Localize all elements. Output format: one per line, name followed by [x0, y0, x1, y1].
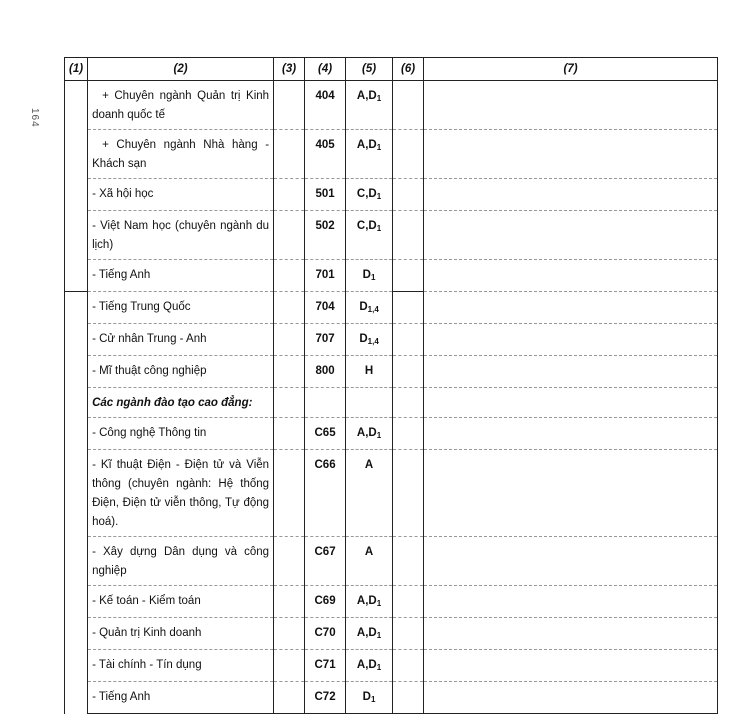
table-row — [65, 356, 718, 388]
table-row — [65, 211, 718, 260]
exam-group — [346, 179, 393, 211]
header-col-6: (6) — [393, 58, 424, 81]
program-code: C72 — [305, 682, 346, 714]
header-col-7: (7) — [424, 58, 718, 81]
exam-group-subscript: 1,4 — [367, 305, 379, 314]
order-cell — [65, 388, 88, 418]
program-name: - Tài chính - Tín dụng — [88, 650, 274, 682]
col7-cell — [424, 586, 718, 618]
col7-cell — [424, 418, 718, 450]
program-name: - Công nghệ Thông tin — [88, 418, 274, 450]
program-name: - Kĩ thuật Điện - Điện tử và Viễn thông (chuyên ngành: Hệ thống Điện, Điện tử viễn thông, Tự động hoá). — [88, 450, 274, 537]
program-name: + Chuyên ngành Quản trị Kinh doanh quốc tế — [88, 81, 274, 130]
exam-group — [346, 356, 393, 388]
exam-group-subscript: 1 — [376, 94, 382, 103]
program-name: - Mĩ thuật công nghiệp — [88, 356, 274, 388]
program-code: 701 — [305, 260, 346, 292]
exam-group — [346, 388, 393, 418]
exam-group — [346, 586, 393, 618]
col3-cell — [274, 292, 305, 324]
col7-cell — [424, 537, 718, 586]
exam-group-main: D — [359, 333, 368, 345]
col6-cell — [393, 586, 424, 618]
order-cell — [65, 260, 88, 292]
col3-cell — [274, 388, 305, 418]
table-row — [65, 388, 718, 418]
exam-group-main: H — [364, 365, 374, 377]
order-cell — [65, 450, 88, 537]
col3-cell — [274, 618, 305, 650]
table-row — [65, 260, 718, 292]
exam-group-main: D — [362, 691, 371, 703]
exam-group — [346, 324, 393, 356]
col3-cell — [274, 179, 305, 211]
col6-cell — [393, 388, 424, 418]
program-code — [305, 388, 346, 418]
col7-cell — [424, 292, 718, 324]
col6-cell — [393, 650, 424, 682]
exam-group-subscript: 1 — [370, 695, 376, 704]
col7-cell — [424, 650, 718, 682]
col3-cell — [274, 81, 305, 130]
order-cell — [65, 650, 88, 682]
col3-cell — [274, 682, 305, 714]
exam-group-main: C,D — [356, 220, 377, 232]
col7-cell — [424, 388, 718, 418]
exam-group — [346, 537, 393, 586]
order-cell — [65, 179, 88, 211]
program-name: - Quản trị Kinh doanh — [88, 618, 274, 650]
program-code: C69 — [305, 586, 346, 618]
exam-group-main: A,D — [356, 427, 377, 439]
exam-group-subscript: 1 — [376, 143, 382, 152]
program-name: - Tiếng Trung Quốc — [88, 292, 274, 324]
exam-group-subscript: 1 — [376, 224, 382, 233]
exam-group-subscript: 1 — [370, 273, 376, 282]
col6-cell — [393, 260, 424, 292]
program-name: - Xã hội học — [88, 179, 274, 211]
col3-cell — [274, 418, 305, 450]
program-code: 707 — [305, 324, 346, 356]
exam-group-main: A — [364, 459, 374, 471]
exam-group — [346, 130, 393, 179]
table-row — [65, 537, 718, 586]
col6-cell — [393, 356, 424, 388]
col6-cell — [393, 130, 424, 179]
exam-group — [346, 81, 393, 130]
col6-cell — [393, 537, 424, 586]
header-col-3: (3) — [274, 58, 305, 81]
col6-cell — [393, 618, 424, 650]
exam-group — [346, 650, 393, 682]
table-row — [65, 179, 718, 211]
order-cell — [65, 682, 88, 714]
exam-group-subscript: 1 — [376, 631, 382, 640]
order-cell — [65, 618, 88, 650]
exam-group-main: A,D — [356, 90, 377, 102]
order-cell — [65, 356, 88, 388]
table-row — [65, 130, 718, 179]
col6-cell — [393, 81, 424, 130]
col7-cell — [424, 179, 718, 211]
order-cell — [65, 418, 88, 450]
exam-group — [346, 418, 393, 450]
program-code: 405 — [305, 130, 346, 179]
order-cell — [65, 211, 88, 260]
admissions-table — [64, 57, 718, 714]
exam-group-main: A,D — [356, 139, 377, 151]
exam-group-main: D — [362, 269, 371, 281]
header-col-2: (2) — [88, 58, 274, 81]
program-name: - Cử nhân Trung - Anh — [88, 324, 274, 356]
header-col-5: (5) — [346, 58, 393, 81]
exam-group — [346, 292, 393, 324]
col6-cell — [393, 450, 424, 537]
program-code: C70 — [305, 618, 346, 650]
table-body — [65, 81, 718, 714]
header-col-1: (1) — [65, 58, 88, 81]
header-col-4: (4) — [305, 58, 346, 81]
program-name: Các ngành đào tạo cao đẳng: — [88, 388, 274, 418]
program-code: 404 — [305, 81, 346, 130]
col6-cell — [393, 418, 424, 450]
col7-cell — [424, 450, 718, 537]
exam-group — [346, 211, 393, 260]
col3-cell — [274, 450, 305, 537]
table-row — [65, 618, 718, 650]
table-row — [65, 450, 718, 537]
program-name: - Việt Nam học (chuyên ngành du lịch) — [88, 211, 274, 260]
exam-group — [346, 682, 393, 714]
exam-group-main: A — [364, 546, 374, 558]
col3-cell — [274, 537, 305, 586]
table-row — [65, 418, 718, 450]
header-row — [65, 58, 718, 81]
exam-group-subscript: 1 — [376, 663, 382, 672]
page-number: 164 — [29, 108, 40, 128]
program-code: C65 — [305, 418, 346, 450]
table-row — [65, 81, 718, 130]
program-name: + Chuyên ngành Nhà hàng - Khách sạn — [88, 130, 274, 179]
col7-cell — [424, 324, 718, 356]
exam-group — [346, 260, 393, 292]
program-name: - Xây dựng Dân dụng và công nghiệp — [88, 537, 274, 586]
program-code: 704 — [305, 292, 346, 324]
col6-cell — [393, 292, 424, 324]
col6-cell — [393, 211, 424, 260]
order-cell — [65, 586, 88, 618]
program-code: C71 — [305, 650, 346, 682]
col7-cell — [424, 211, 718, 260]
order-cell — [65, 81, 88, 130]
col7-cell — [424, 260, 718, 292]
order-cell — [65, 292, 88, 324]
table-row — [65, 586, 718, 618]
exam-group-main: A,D — [356, 627, 377, 639]
col6-cell — [393, 179, 424, 211]
program-name: - Kế toán - Kiểm toán — [88, 586, 274, 618]
col7-cell — [424, 356, 718, 388]
order-cell — [65, 130, 88, 179]
col3-cell — [274, 356, 305, 388]
exam-group-main: C,D — [356, 188, 377, 200]
table-row — [65, 292, 718, 324]
col7-cell — [424, 130, 718, 179]
exam-group-subscript: 1 — [376, 192, 382, 201]
col3-cell — [274, 260, 305, 292]
exam-group-main: A,D — [356, 659, 377, 671]
table-row — [65, 324, 718, 356]
exam-group-subscript: 1 — [376, 431, 382, 440]
col3-cell — [274, 650, 305, 682]
program-code: 501 — [305, 179, 346, 211]
col3-cell — [274, 586, 305, 618]
col6-cell — [393, 682, 424, 714]
col3-cell — [274, 324, 305, 356]
col3-cell — [274, 130, 305, 179]
exam-group — [346, 450, 393, 537]
exam-group-main: A,D — [356, 595, 377, 607]
program-name: - Tiếng Anh — [88, 260, 274, 292]
program-code: C66 — [305, 450, 346, 537]
table-row — [65, 682, 718, 714]
table-row — [65, 650, 718, 682]
program-code: 800 — [305, 356, 346, 388]
program-code: 502 — [305, 211, 346, 260]
program-name: - Tiếng Anh — [88, 682, 274, 714]
exam-group-subscript: 1 — [376, 599, 382, 608]
order-cell — [65, 537, 88, 586]
order-cell — [65, 324, 88, 356]
col3-cell — [274, 211, 305, 260]
exam-group — [346, 618, 393, 650]
col6-cell — [393, 324, 424, 356]
exam-group-subscript: 1,4 — [367, 337, 379, 346]
exam-group-main: D — [359, 301, 368, 313]
program-code: C67 — [305, 537, 346, 586]
col7-cell — [424, 81, 718, 130]
col7-cell — [424, 682, 718, 714]
col7-cell — [424, 618, 718, 650]
